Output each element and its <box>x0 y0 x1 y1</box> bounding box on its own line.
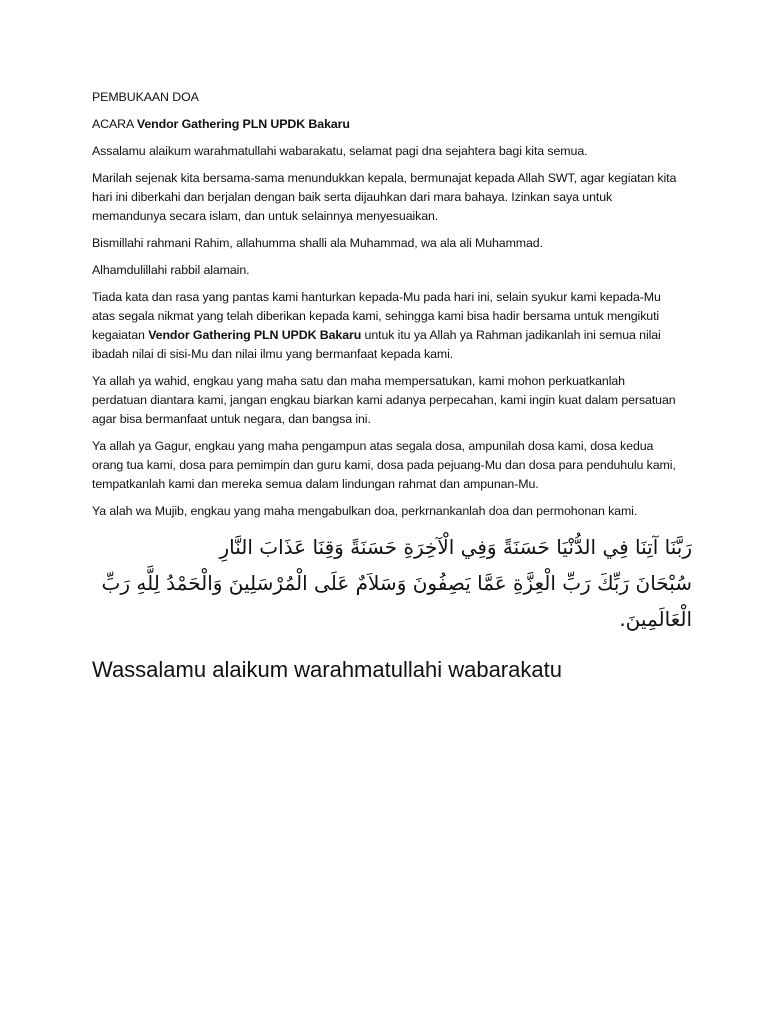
bismillah-paragraph: Bismillahi rahmani Rahim, allahumma shalli ala Muhammad, wa ala ali Muhammad. <box>92 236 543 250</box>
forgiveness-prayer-paragraph: Ya allah ya Gagur, engkau yang maha pengampun atas segala dosa, ampunilah dosa kami, dosa kedua orang tua kami, dosa para pemimpin dan guru kami, dosa pada pejuang-Mu dan dosa para penduhulu kami, tempatkanlah kami dan mereka semua dalam lindungan rahmat dan ampunan-Mu. <box>92 439 676 491</box>
acceptance-prayer-paragraph: Ya alah wa Mujib, engkau yang maha mengabulkan doa, perkrnankanlah doa dan permohonan kami. <box>92 504 638 518</box>
document-heading: PEMBUKAAN DOA <box>92 90 199 104</box>
unity-prayer-paragraph: Ya allah ya wahid, engkau yang maha satu dan maha mempersatukan, kami mohon perkuatkanlah perdatuan diantara kami, jangan engkau biarkan kami adanya perpecahan, kami ingin kuat dalam persatuan agar bisa bermanfaat untuk negara, dan bangsa ini. <box>92 374 676 426</box>
event-prefix: ACARA <box>92 117 137 131</box>
gratitude-text-start: Tiada kata dan rasa yang pantas kami hanturkan kepada-Mu pada hari ini, selain syukur kami kepada-Mu atas segala nikmat yang telah diberikan kepada kami, sehingga kami bisa hadir bersama untuk mengikuti kegaiatan <box>92 290 661 342</box>
gratitude-text-end: untuk itu ya Allah ya Rahman jadikanlah ini semua nilai ibadah nilai di sisi-Mu dan nilai ilmu yang bermanfaat kepada kami. <box>92 328 661 361</box>
closing-salutation: Wassalamu alaikum warahmatullahi wabarakatu <box>92 657 562 682</box>
gratitude-paragraph <box>92 288 682 364</box>
gratitude-event-name: Vendor Gathering PLN UPDK Bakaru <box>148 328 362 342</box>
event-line <box>92 115 682 134</box>
greeting-paragraph: Assalamu alaikum warahmatullahi wabarakatu, selamat pagi dna sejahtera bagi kita semua. <box>92 144 588 158</box>
arabic-prayer-2: سُبْحَانَ رَبِّكَ رَبِّ الْعِزَّةِ عَمَّا يَصِفُونَ وَسَلاَمٌ عَلَى الْمُرْسَلِينَ وَالْحَمْدُ لِلَّهِ رَبِّ الْعَالَمِينَ. <box>101 571 692 631</box>
event-name: Vendor Gathering PLN UPDK Bakaru <box>136 117 350 131</box>
arabic-prayer-1: رَبَّنَا آتِنَا فِي الدُّنْيَا حَسَنَةً وَفِي الْآخِرَةِ حَسَنَةً وَقِنَا عَذَابَ النَّارِ <box>219 535 692 559</box>
opening-paragraph: Marilah sejenak kita bersama-sama menundukkan kepala, bermunajat kepada Allah SWT, agar kegiatan kita hari ini diberkahi dan berjalan dengan baik serta dijauhkan dari mara bahaya. Izinkan saya untuk memandunya secara islam, dan untuk selainnya menyesuaikan. <box>92 171 677 223</box>
document-page <box>92 88 692 707</box>
alhamdulillah-paragraph: Alhamdulillahi rabbil alamain. <box>92 263 250 277</box>
